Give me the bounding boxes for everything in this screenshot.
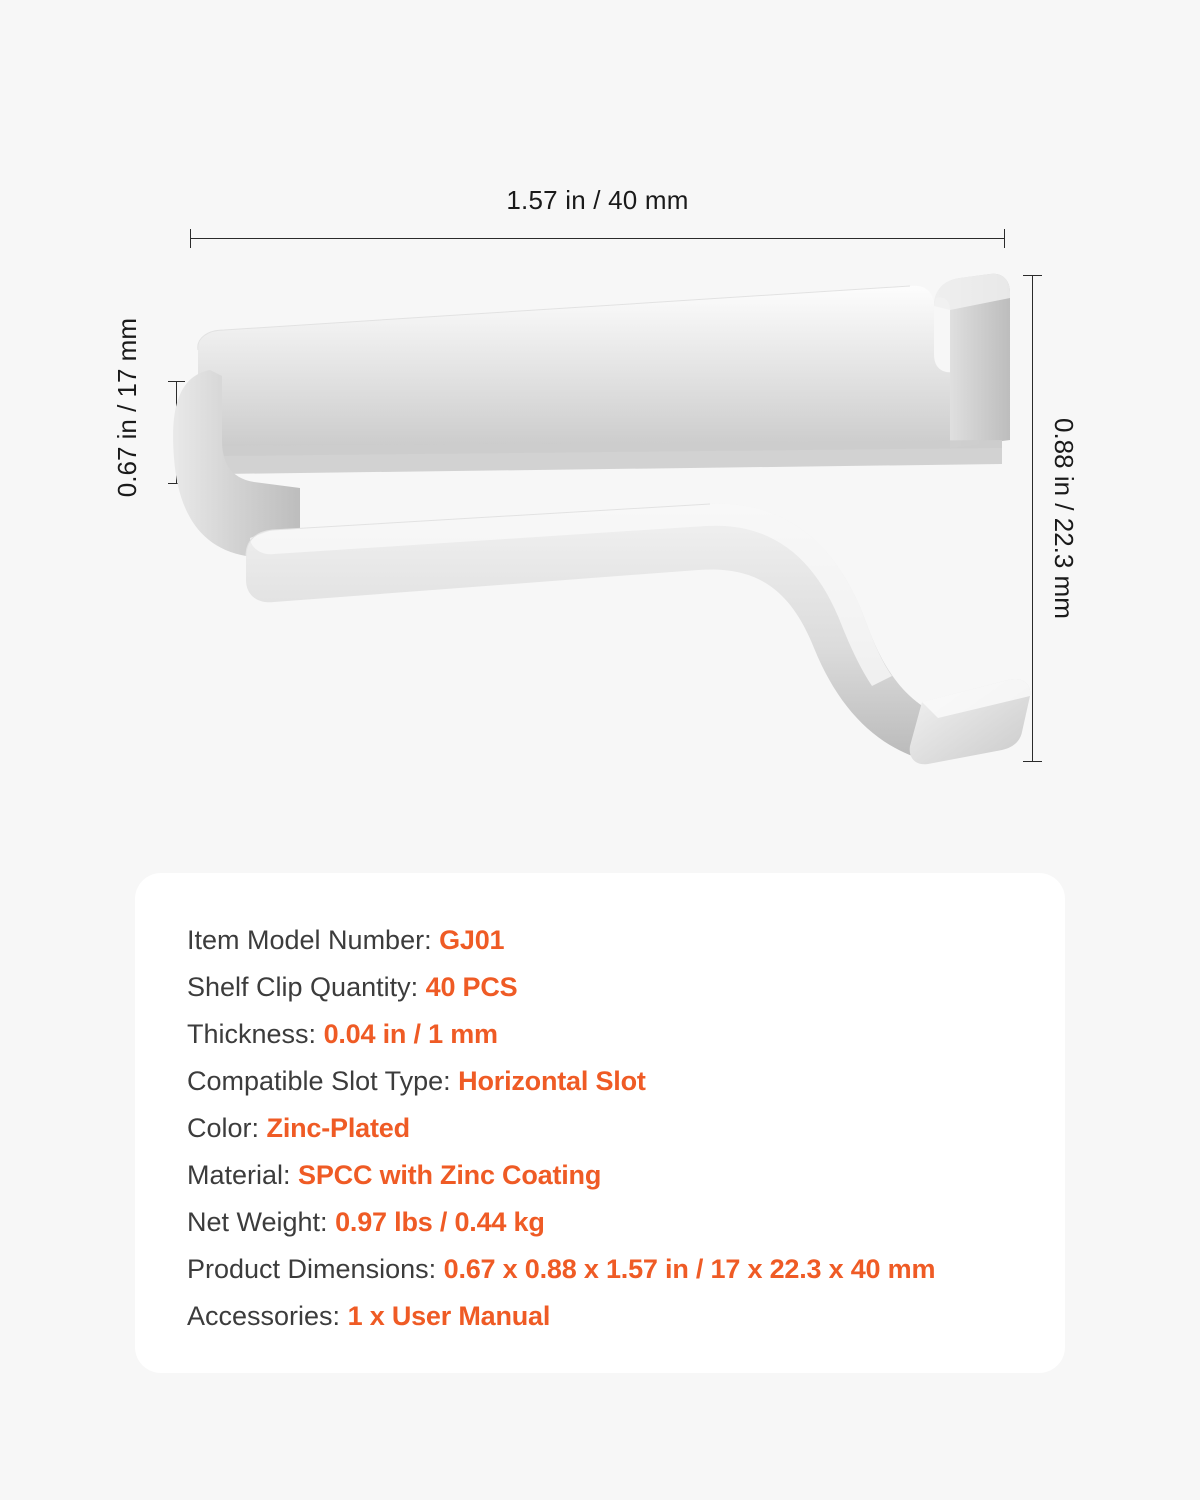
spec-row — [187, 1115, 1065, 1142]
spec-row — [187, 1303, 1065, 1330]
spec-row — [187, 1209, 1065, 1236]
spec-value: 0.67 x 0.88 x 1.57 in / 17 x 22.3 x 40 mm — [443, 1254, 936, 1284]
spec-value: 0.97 lbs / 0.44 kg — [335, 1207, 545, 1237]
width-dimension-line — [190, 238, 1005, 239]
spec-label: Compatible Slot Type: — [187, 1066, 451, 1096]
spec-row — [187, 1068, 1065, 1095]
spec-value: SPCC with Zinc Coating — [298, 1160, 602, 1190]
spec-label: Net Weight: — [187, 1207, 328, 1237]
width-dimension-label: 1.57 in / 40 mm — [506, 185, 689, 215]
spec-label: Thickness: — [187, 1019, 317, 1049]
spec-label: Product Dimensions: — [187, 1254, 437, 1284]
spec-row — [187, 1256, 1065, 1283]
specification-card — [135, 873, 1065, 1373]
depth-dimension-label: 0.67 in / 17 mm — [112, 318, 142, 498]
spec-value: GJ01 — [439, 925, 505, 955]
spec-row — [187, 927, 1065, 954]
spec-value: Horizontal Slot — [458, 1066, 646, 1096]
shelf-clip-illustration — [150, 250, 1050, 790]
spec-row — [187, 974, 1065, 1001]
spec-row — [187, 1162, 1065, 1189]
spec-label: Item Model Number: — [187, 925, 432, 955]
spec-label: Color: — [187, 1113, 260, 1143]
spec-value: 0.04 in / 1 mm — [323, 1019, 498, 1049]
spec-row — [187, 1021, 1065, 1048]
height-dimension-label: 0.88 in / 22.3 mm — [1049, 418, 1079, 619]
spec-label: Shelf Clip Quantity: — [187, 972, 419, 1002]
spec-label: Material: — [187, 1160, 291, 1190]
spec-label: Accessories: — [187, 1301, 341, 1331]
spec-value: 1 x User Manual — [347, 1301, 551, 1331]
spec-value: 40 PCS — [425, 972, 518, 1002]
spec-value: Zinc-Plated — [266, 1113, 410, 1143]
